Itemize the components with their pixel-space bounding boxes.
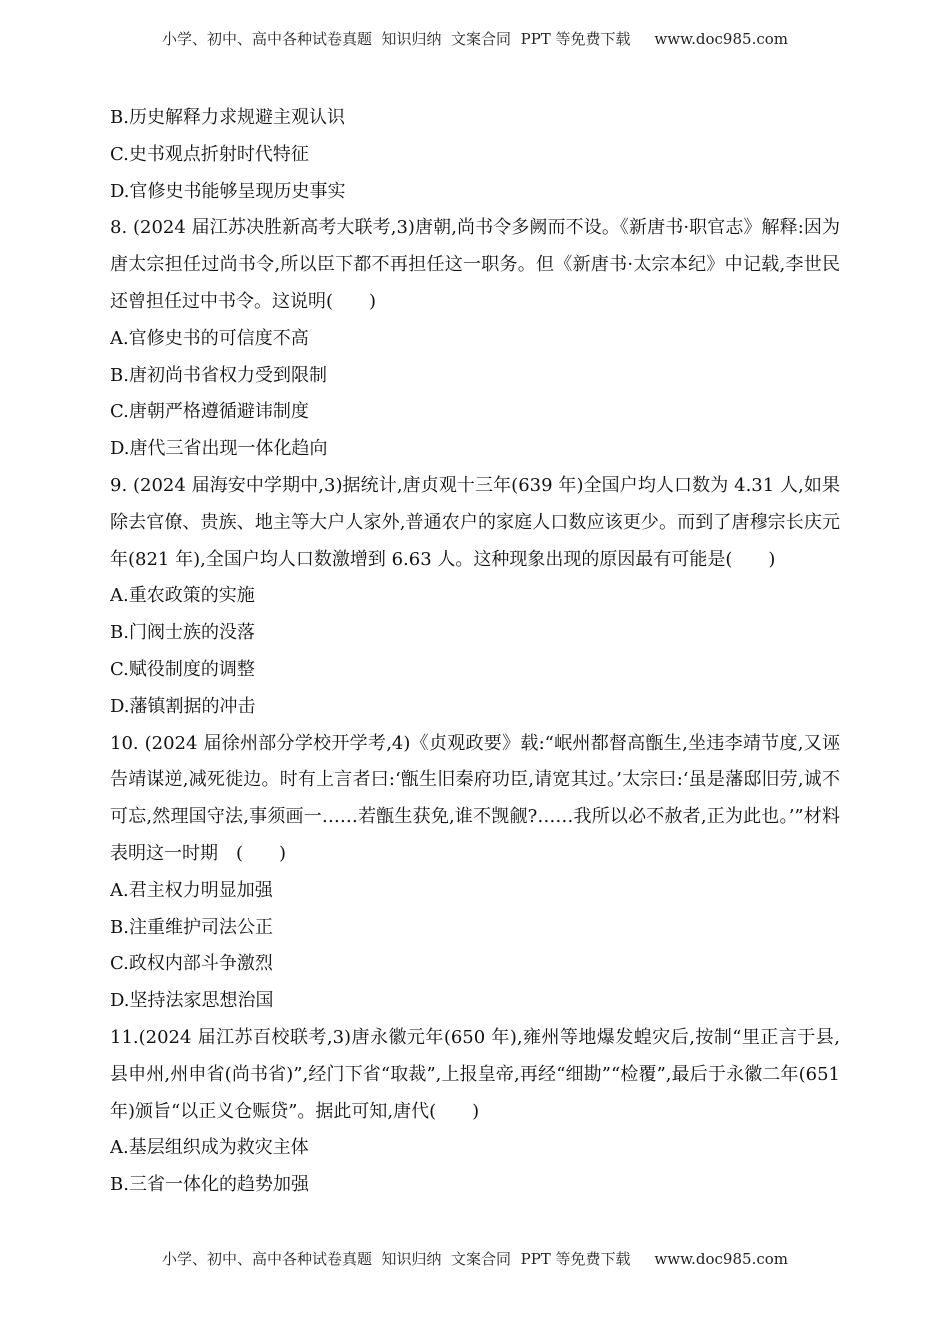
q7-option-c: C.史书观点折射时代特征: [110, 143, 309, 165]
q9-stem: 9. (2024 届海安中学期中,3)据统计,唐贞观十三年(639 年)全国户均人口数为 4.31 人,如果除去官僚、贵族、地主等大户人家外,普通农户的家庭人口数应该更少。而到了唐穆宗长庆元年(821 年),全国户均人口数激增到 6.63 人。这种现象出现的原因最有可能是( ): [110, 474, 840, 570]
q9-option-b: B.门阀士族的没落: [110, 622, 255, 644]
q11-option-a: A.基层组织成为救灾主体: [110, 1137, 309, 1159]
page-header: 小学、初中、高中各种试卷真题 知识归纳 文案合同 PPT 等免费下载 www.doc985.com: [161, 30, 788, 48]
page-footer: 小学、初中、高中各种试卷真题 知识归纳 文案合同 PPT 等免费下载 www.doc985.com: [161, 1250, 788, 1268]
q7-option-d: D.官修史书能够呈现历史事实: [110, 180, 346, 202]
q8-stem: 8. (2024 届江苏决胜新高考大联考,3)唐朝,尚书令多阙而不设。《新唐书·职官志》解释:因为唐太宗担任过尚书令,所以臣下都不再担任这一职务。但《新唐书·太宗本纪》中记载,李世民还曾担任过中书令。这说明( ): [110, 217, 840, 312]
q11-stem: 11.(2024 届江苏百校联考,3)唐永徽元年(650 年),雍州等地爆发蝗灾后,按制“里正言于县,县申州,州申省(尚书省)”,经门下省“取裁”,上报皇帝,再经“细勘”“检覆”,最后于永徽二年(651 年)颁旨“以正义仓赈贷”。据此可知,唐代( ): [110, 1026, 840, 1122]
q11-option-b: B.三省一体化的趋势加强: [110, 1174, 309, 1196]
q9-option-c: C.赋役制度的调整: [110, 658, 255, 680]
q8-option-b: B.唐初尚书省权力受到限制: [110, 364, 327, 386]
q9-option-a: A.重农政策的实施: [110, 585, 255, 607]
q10-option-d: D.坚持法家思想治国: [110, 990, 274, 1012]
q10-stem: 10. (2024 届徐州部分学校开学考,4)《贞观政要》载:“岷州都督高甑生,坐违李靖节度,又诬告靖谋逆,减死徙边。时有上言者曰:‘甑生旧秦府功臣,请宽其过。’太宗曰:‘虽是藩邸旧劳,诚不可忘,然理国守法,事须画一……若甑生获免,谁不觊觎?……我所以必不赦者,正为此也。’”材料表明这一时期 ( ): [110, 732, 840, 864]
question-content: [110, 100, 840, 1204]
q9-option-d: D.藩镇割据的冲击: [110, 695, 256, 717]
q8-option-d: D.唐代三省出现一体化趋向: [110, 438, 328, 460]
q8-option-c: C.唐朝严格遵循避讳制度: [110, 401, 309, 423]
q10-option-b: B.注重维护司法公正: [110, 916, 273, 938]
q7-option-b: B.历史解释力求规避主观认识: [110, 107, 345, 128]
q10-option-c: C.政权内部斗争激烈: [110, 953, 273, 975]
q8-option-a: A.官修史书的可信度不高: [110, 327, 309, 349]
q10-option-a: A.君主权力明显加强: [110, 879, 273, 901]
